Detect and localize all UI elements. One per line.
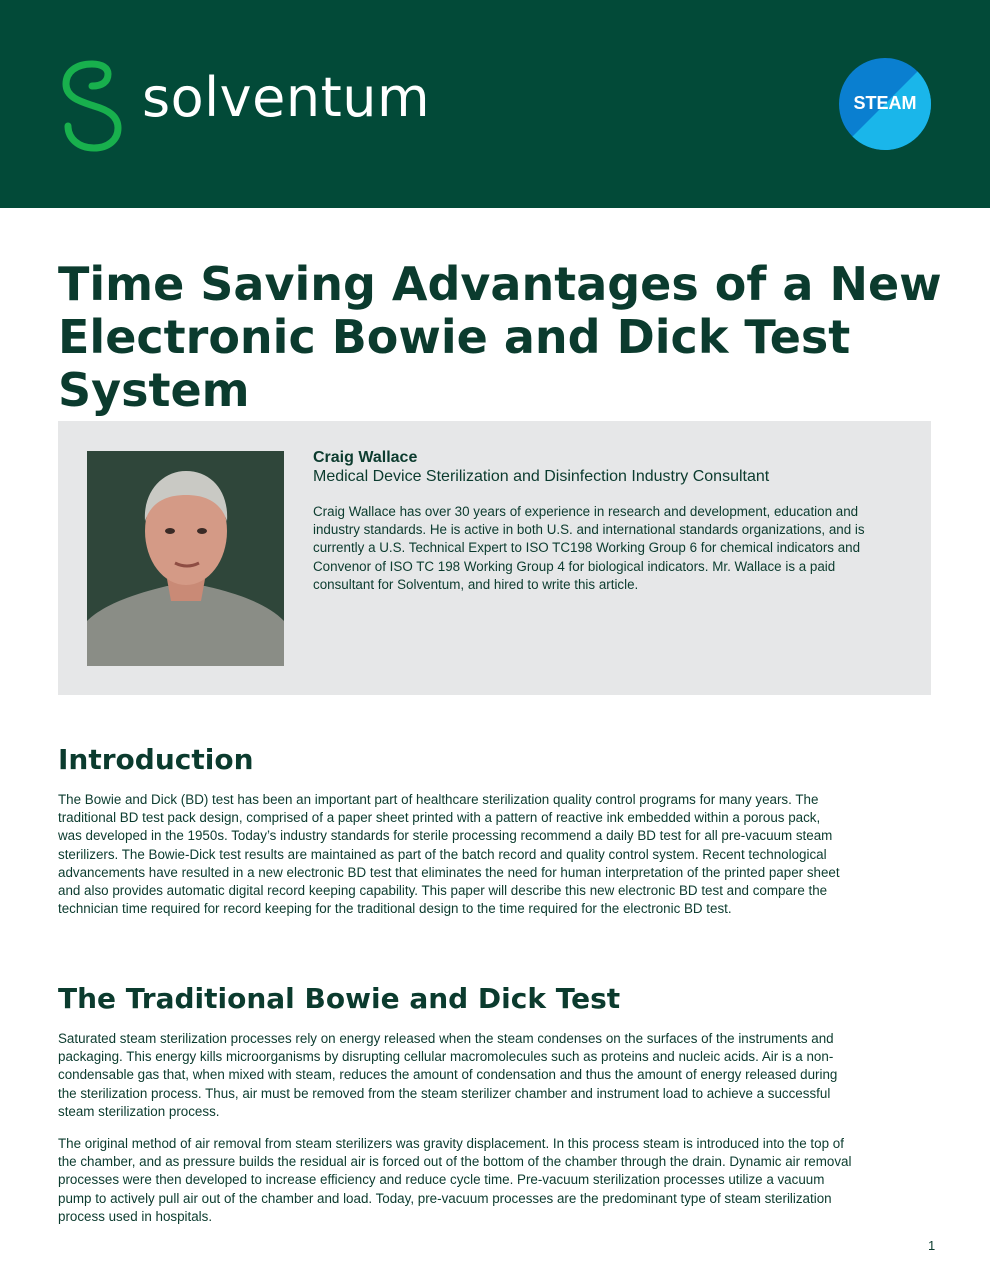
bio-line: currently a U.S. Technical Expert to ISO TC198 Working Group 6 for chemical indicators and (313, 540, 861, 556)
steam-badge-label: STEAM (853, 93, 917, 113)
bio-line: Convenor of ISO TC 198 Working Group 4 for biological indicators. Mr. Wallace is a paid (313, 558, 836, 574)
brand-wordmark: solventum (142, 66, 431, 129)
author-name: Craig Wallace (313, 449, 418, 466)
solventum-logo-icon (56, 56, 128, 152)
paragraph-line: The original method of air removal from steam sterilizers was gravity displacement. In this process steam is introduced into the top of (58, 1136, 844, 1151)
title-line: Time Saving Advantages of a New (58, 257, 942, 311)
paragraph-line: process used in hospitals. (58, 1208, 213, 1224)
traditional-paragraph-1 (58, 1030, 933, 1121)
bio-line: Craig Wallace has over 30 years of experience in research and development, education and (313, 504, 859, 519)
author-bio-panel (58, 421, 931, 695)
author-role: Medical Device Sterilization and Disinfection Industry Consultant (313, 468, 770, 485)
author-portrait-icon (87, 451, 284, 666)
paragraph-line: packaging. This energy kills microorganisms by disrupting cellular macromolecules such as proteins and nucleic acids. Air is a non- (58, 1049, 834, 1065)
paragraph-line: traditional BD test pack design, comprised of a paper sheet printed with a pattern of reactive ink embedded within a porous pack, (58, 810, 821, 826)
paragraph-line: processes were then developed to increase efficiency and reduce cycle time. Pre-vacuum sterilization processes utilize a vacuum (58, 1172, 825, 1188)
paragraph-line: advancements have resulted in a new electronic BD test that eliminates the need for human interpretation of the printed paper sheet (58, 864, 840, 880)
paragraph-line: the sterilization process. Thus, air must be removed from the steam sterilizer chamber and instrument load to achieve a successful (58, 1085, 831, 1101)
introduction-paragraph (58, 791, 933, 918)
paragraph-line: and also provides automatic digital record keeping capability. This paper will describe this new electronic BD test and compare the (58, 883, 828, 899)
traditional-paragraph-2 (58, 1135, 933, 1226)
traditional-test-heading: The Traditional Bowie and Dick Test (58, 982, 621, 1015)
paragraph-line: sterilizers. The Bowie-Dick test results are maintained as part of the batch record and quality control system. Recent technological (58, 846, 827, 862)
introduction-heading: Introduction (58, 743, 254, 776)
paragraph-line: steam sterilization process. (58, 1103, 220, 1119)
paragraph-line: technician time required for record keeping for the traditional design to the time required for the electronic BD test. (58, 901, 732, 917)
paragraph-line: The Bowie and Dick (BD) test has been an important part of healthcare sterilization quality control programs for many years. The (58, 792, 819, 807)
header-banner (0, 0, 990, 208)
bio-line: industry standards. He is active in both U.S. and international standards organizations, and is (313, 522, 865, 538)
paragraph-line: Saturated steam sterilization processes rely on energy released when the steam condenses on the surfaces of the instruments and (58, 1031, 834, 1046)
title-line: Electronic Bowie and Dick Test System (58, 310, 851, 417)
paragraph-line: the chamber, and as pressure builds the residual air is forced out of the bottom of the chamber through the drain. Dynamic air removal (58, 1154, 852, 1170)
steam-badge (839, 58, 931, 150)
page-number: 1 (928, 1238, 936, 1253)
paragraph-line: was developed in the 1950s. Today’s industry standards for sterile processing recommend a daily BD test for all pre-vacuum steam (58, 828, 833, 844)
page-title (58, 258, 958, 417)
author-photo (87, 451, 284, 666)
paragraph-line: condensable gas that, when mixed with steam, reduces the amount of condensation and thus the amount of energy released during (58, 1067, 838, 1083)
author-bio-text (313, 503, 913, 594)
paragraph-line: pump to actively pull air out of the chamber and load. Today, pre-vacuum processes are the predominant type of steam sterilization (58, 1190, 832, 1206)
bio-line: consultant for Solventum, and hired to write this article. (313, 576, 639, 592)
